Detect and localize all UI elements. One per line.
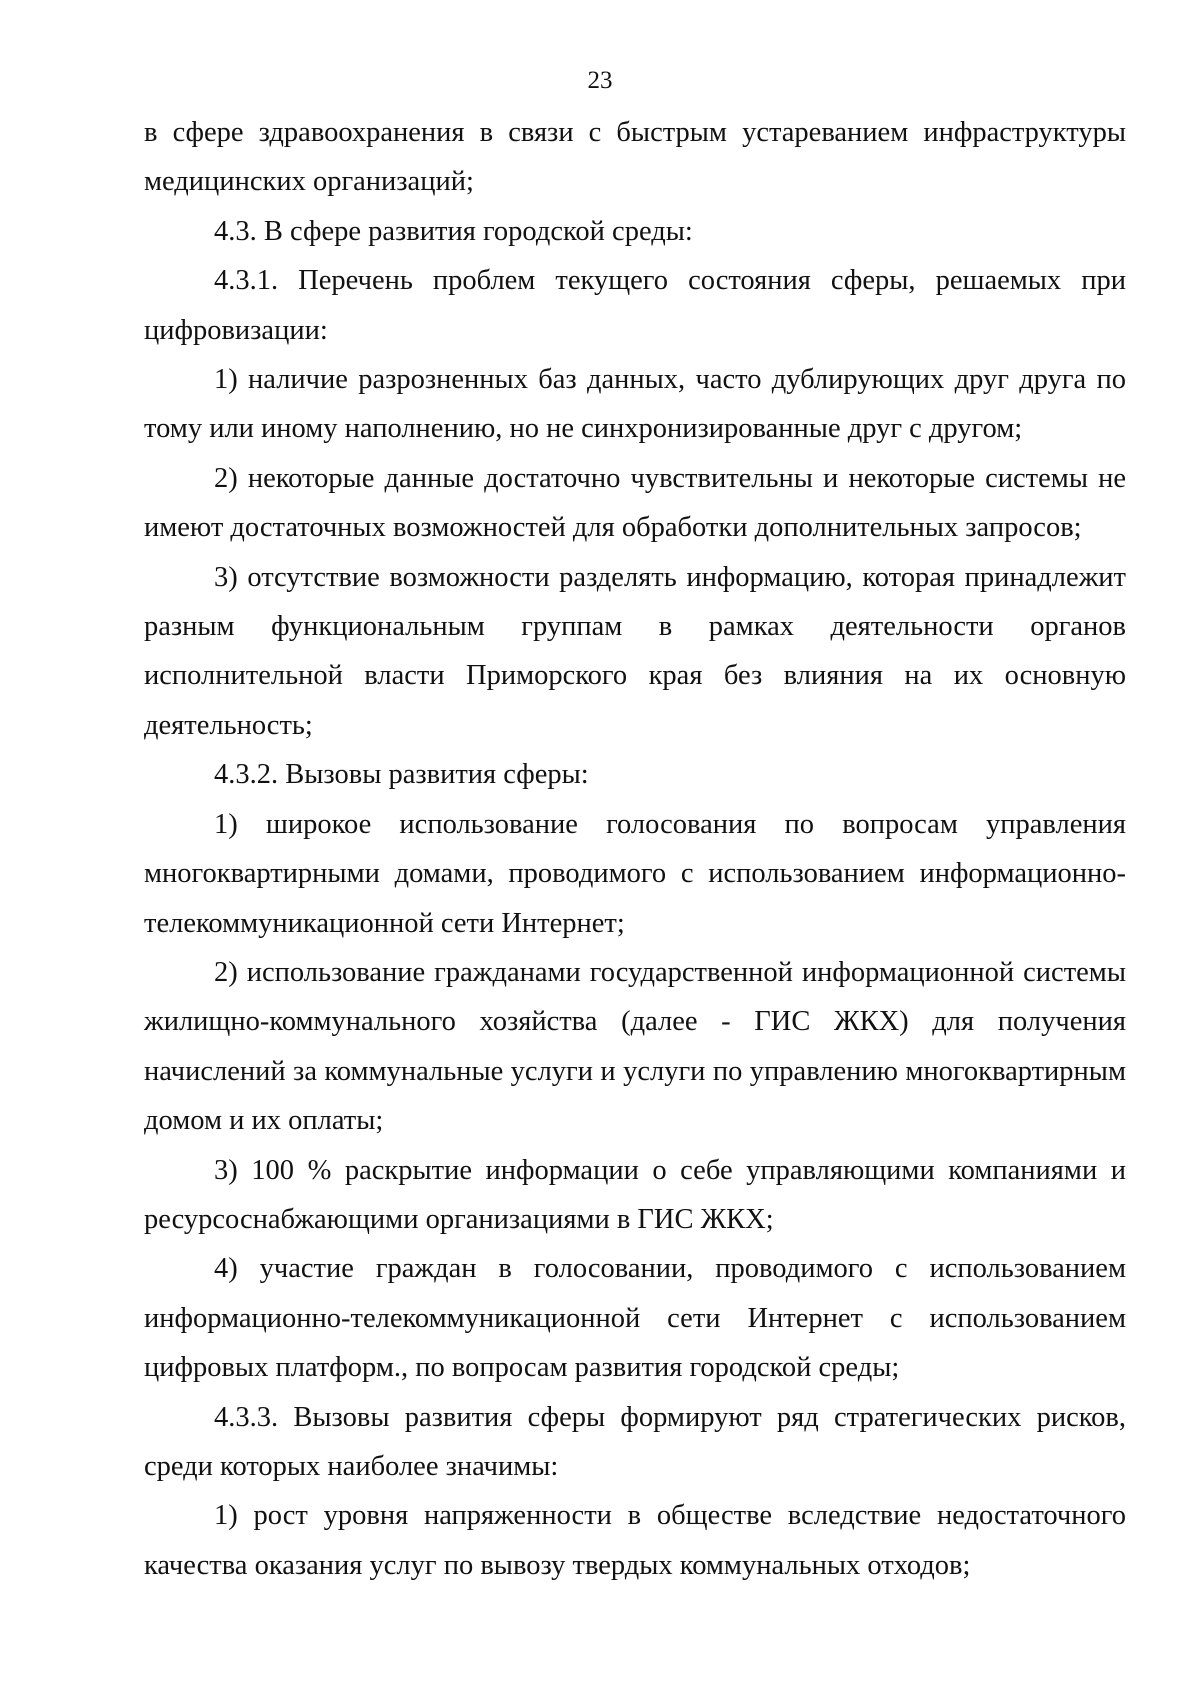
subsection-heading-4-3-3: 4.3.3. Вызовы развития сферы формируют ряд стратегических рисков, среди которых наиболее значимы: [144, 1401, 1126, 1482]
list-item-challenge-2: 2) использование гражданами государственной информационной системы жилищно-коммунального хозяйства (далее - ГИС ЖКХ) для получения начислений за коммунальные услуги и услуги по управлению многоквартирным домом и их оплаты; [144, 956, 1126, 1137]
list-item-problem-2: 2) некоторые данные достаточно чувствительны и некоторые системы не имеют достаточных возможностей для обработки дополнительных запросов; [144, 462, 1126, 544]
list-item-challenge-4: 4) участие граждан в голосовании, проводимого с использованием информационно-телекоммуникационной сети Интернет с использованием цифровых платформ., по вопросам развития городской среды; [144, 1253, 1126, 1384]
page-number: 23 [587, 67, 613, 94]
list-item-problem-3: 3) отсутствие возможности разделять информацию, которая принадлежит разным функциональным группам в рамках деятельности органов исполнительной власти Приморского края без влияния на их основную деятельность; [144, 561, 1126, 741]
list-item-problem-1: 1) наличие разрозненных баз данных, часто дублирующих друг друга по тому или иному наполнению, но не синхронизированные друг с другом; [144, 364, 1126, 445]
list-item-challenge-3: 3) 100 % раскрытие информации о себе управляющими компаниями и ресурсоснабжающими организациями в ГИС ЖКХ; [144, 1154, 1126, 1235]
subsection-heading-4-3-1: 4.3.1. Перечень проблем текущего состояния сферы, решаемых при цифровизации: [144, 265, 1126, 346]
subsection-heading-4-3-2: 4.3.2. Вызовы развития сферы: [214, 759, 589, 791]
paragraph-continuation: в сфере здравоохранения в связи с быстрым устареванием инфраструктуры медицинских организаций; [144, 117, 1126, 198]
section-heading-4-3: 4.3. В сфере развития городской среды: [214, 215, 693, 247]
page-body [144, 108, 1126, 1590]
list-item-risk-1: 1) рост уровня напряженности в обществе вследствие недостаточного качества оказания услуг по вывозу твердых коммунальных отходов; [144, 1500, 1126, 1581]
list-item-challenge-1: 1) широкое использование голосования по вопросам управления многоквартирными домами, проводимого с использованием информационно-телекоммуникационной сети Интернет; [144, 808, 1126, 939]
